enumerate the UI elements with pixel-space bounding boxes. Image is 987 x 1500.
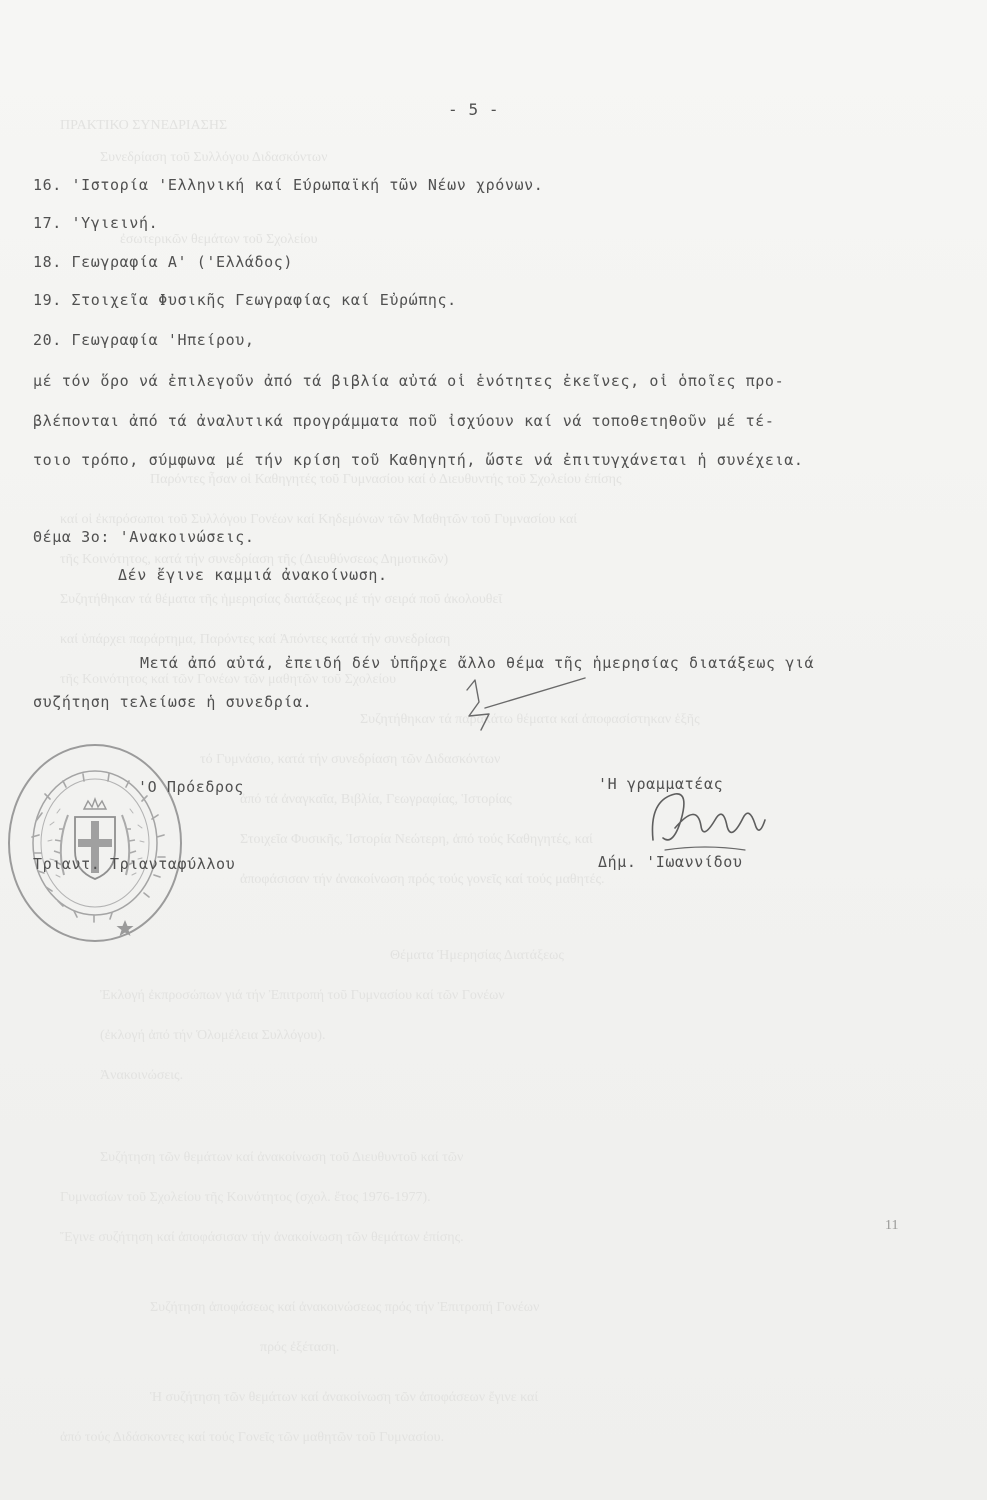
- paragraph-line: μέ τόν ὅρο νά ἐπιλεγοῦν ἀπό τά βιβλία αὐτά οἱ ἑνότητες ἐκεῖνες, οἱ ὁποῖες προ-: [33, 372, 785, 390]
- bleed-through-text: ἀπό τά ἀναγκαῖα, Βιβλία, Γεωγραφίας, Ἱστορίας: [240, 792, 512, 807]
- list-item: 17. 'Υγιεινή.: [33, 214, 159, 232]
- bleed-through-text: Γυμνασίων τοῦ Σχολείου τῆς Κοινότητος (σχολ. ἔτος 1976-1977).: [60, 1190, 431, 1205]
- bleed-through-text: ἐσωτερικῶν θεμάτων τοῦ Σχολείου: [120, 232, 318, 247]
- bleed-through-text: Ἡ συζήτηση τῶν θεμάτων καί ἀνακοίνωση τῶν ἀποφάσεων ἔγινε καί: [150, 1390, 539, 1405]
- bleed-through-text: (ἐκλογή ἀπό τήν Ὁλομέλεια Συλλόγου).: [100, 1028, 326, 1043]
- bleed-through-text: Συζητήθηκαν τά θέματα τῆς ἡμερησίας διατάξεως μέ τήν σειρά ποῦ ἀκολουθεῖ: [60, 592, 503, 607]
- bleed-through-text: πρός ἐξέταση.: [260, 1340, 340, 1355]
- president-title: 'Ο Πρόεδρος: [138, 778, 244, 796]
- list-item: 18. Γεωγραφία Α' ('Ελλάδος): [33, 253, 294, 271]
- president-name: Τριαντ. Τριανταφύλλου: [33, 855, 236, 873]
- bleed-through-text: καί ὑπάρχει παράρτημα, Παρόντες καί Ἀπόντες κατά τήν συνεδρίαση: [60, 632, 451, 647]
- secretary-signature: [645, 780, 770, 860]
- page-number: - 5 -: [448, 100, 500, 119]
- bleed-through-text: Ἐκλογή ἐκπροσώπων γιά τήν Ἐπιτροπή τοῦ Γυμνασίου καί τῶν Γονέων: [100, 988, 505, 1003]
- closing-line: Μετά ἀπό αὐτά, ἐπειδή δέν ὑπῆρχε ἄλλο θέμα τῆς ἡμερησίας διατάξεως γιά: [140, 654, 815, 672]
- bleed-through-text: Ἔγινε συζήτηση καί ἀποφάσισαν τήν ἀνακοίνωση τῶν θεμάτων ἐπίσης.: [60, 1230, 464, 1245]
- bleed-through-text: Παρόντες ἦσαν οἱ Καθηγητές τοῦ Γυμνασίου καί ὁ Διευθυντής τοῦ Σχολείου ἐπίσης: [150, 472, 622, 487]
- bleed-through-text: τῆς Κοινότητος, κατά τήν συνεδρίαση τῆς (Διευθύνσεως Δημοτικῶν): [60, 552, 449, 567]
- list-item: 20. Γεωγραφία 'Ηπείρου,: [33, 331, 255, 349]
- margin-number: 11: [885, 1218, 899, 1233]
- bleed-through-text: Συνεδρίαση τοῦ Συλλόγου Διδασκόντων: [100, 150, 328, 165]
- closing-line: συζήτηση τελείωσε ἡ συνεδρία.: [33, 693, 313, 711]
- bleed-through-text: Στοιχεῖα Φυσικῆς, Ἱστορία Νεώτερη, ἀπό τούς Καθηγητές, καί: [240, 832, 593, 847]
- official-seal-stamp: [4, 725, 186, 945]
- bleed-through-text: τῆς Κοινότητος καί τῶν Γονέων τῶν μαθητῶν τοῦ Σχολείου: [60, 672, 397, 687]
- paragraph-line: τοιο τρόπο, σύμφωνα μέ τήν κρίση τοῦ Καθηγητή, ὥστε νά ἐπιτυγχάνεται ἡ συνέχεια.: [33, 451, 804, 469]
- bleed-through-text: Συζήτηση τῶν θεμάτων καί ἀνακοίνωση τοῦ Διευθυντοῦ καί τῶν: [100, 1150, 464, 1165]
- topic-body: Δέν ἔγινε καμμιά ἀνακοίνωση.: [118, 566, 388, 584]
- list-item: 19. Στοιχεῖα Φυσικῆς Γεωγραφίας καί Εὐρώπης.: [33, 291, 457, 309]
- secretary-title: 'Η γραμματέας: [598, 775, 724, 793]
- bleed-through-text: Ἀνακοινώσεις.: [100, 1068, 184, 1083]
- bleed-through-text: καί οἱ ἐκπρόσωποι τοῦ Συλλόγου Γονέων καί Κηδεμόνων τῶν Μαθητῶν τοῦ Γυμνασίου καί: [60, 512, 578, 527]
- secretary-name: Δήμ. 'Ιωαννίδου: [598, 853, 743, 871]
- bleed-through-text: τό Γυμνάσιο, κατά τήν συνεδρίαση τῶν Διδασκόντων: [200, 752, 501, 767]
- paragraph-line: βλέπονται ἀπό τά ἀναλυτικά προγράμματα ποῦ ἰσχύουν καί νά τοποθετηθοῦν μέ τέ-: [33, 412, 775, 430]
- bleed-through-text: Συζήτηση ἀποφάσεως καί ἀνακοινώσεως πρός τήν Ἐπιτροπή Γονέων: [150, 1300, 540, 1315]
- topic-heading: Θέμα 3ο: 'Ανακοινώσεις.: [33, 528, 255, 546]
- list-item: 16. 'Ιστορία 'Ελληνική καί Εύρωπαϊκή τῶν Νέων χρόνων.: [33, 176, 544, 194]
- initials-mark: [455, 672, 590, 744]
- bleed-through-text: Θέματα Ἡμερησίας Διατάξεως: [390, 948, 564, 963]
- bleed-through-text: ΠΡΑΚΤΙΚΟ ΣΥΝΕΔΡΙΑΣΗΣ: [60, 118, 228, 133]
- bleed-through-text: ἀπό τούς Διδάσκοντες καί τούς Γονεῖς τῶν μαθητῶν τοῦ Γυμνασίου.: [60, 1430, 445, 1445]
- bleed-through-text: ἀποφάσισαν τήν ἀνακοίνωση πρός τούς γονεῖς καί τούς μαθητές.: [240, 872, 605, 887]
- bleed-through-text: Συζητήθηκαν τά παρακάτω θέματα καί ἀποφασίστηκαν ἑξῆς: [360, 712, 700, 727]
